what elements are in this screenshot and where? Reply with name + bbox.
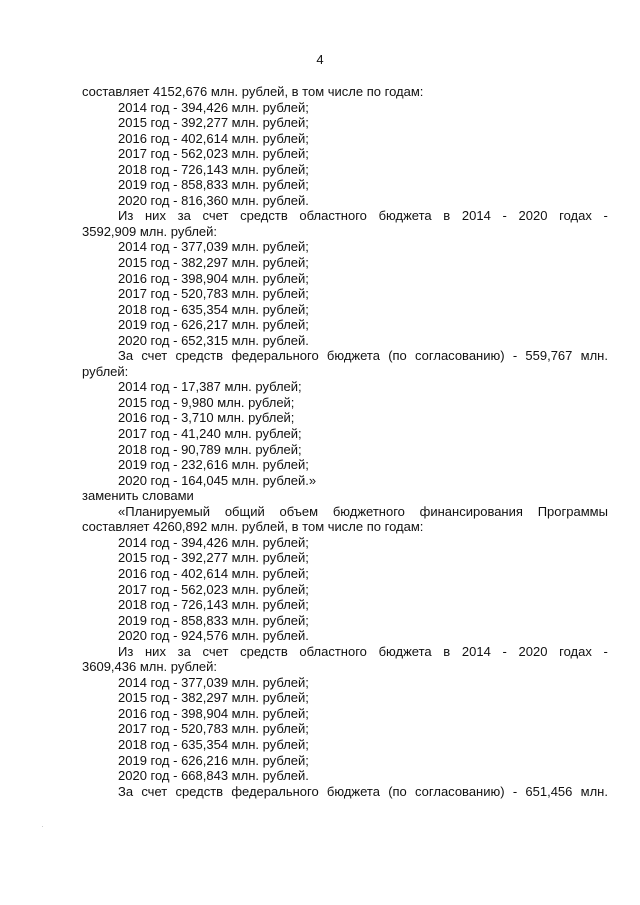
text-line <box>82 644 608 660</box>
word: бюджета <box>326 783 380 799</box>
word: 2020 <box>518 643 548 659</box>
word: бюджета <box>378 643 432 659</box>
text-line: заменить словами <box>82 488 194 504</box>
word: - <box>502 208 507 224</box>
word: в <box>443 208 451 224</box>
word: годах <box>559 208 592 224</box>
text-line: 2018 год - 726,143 млн. рублей; <box>118 597 309 613</box>
word: - <box>603 208 608 224</box>
word: 651,456 <box>525 783 573 799</box>
word: - <box>502 643 507 659</box>
word: областного <box>299 643 367 659</box>
text-line: 2020 год - 668,843 млн. рублей. <box>118 768 309 784</box>
text-line: 2015 год - 382,297 млн. рублей; <box>118 255 309 271</box>
word: Из <box>118 208 134 224</box>
text-line: 2014 год - 377,039 млн. рублей; <box>118 674 309 690</box>
word: млн. <box>580 348 608 364</box>
word: федерального <box>231 783 319 799</box>
text-line: 2019 год - 858,833 млн. рублей; <box>118 177 309 193</box>
word: за <box>177 208 191 224</box>
text-line: рублей: <box>82 363 129 379</box>
word: счет <box>202 643 229 659</box>
text-line: 2017 год - 520,783 млн. рублей; <box>118 286 309 302</box>
word: счет <box>141 348 168 364</box>
word: за <box>177 643 191 659</box>
word: бюджета <box>378 208 432 224</box>
word: 2014 <box>461 208 491 224</box>
word: областного <box>299 208 367 224</box>
text-line: 2017 год - 520,783 млн. рублей; <box>118 721 309 737</box>
word: - <box>603 643 608 659</box>
text-line: 2017 год - 562,023 млн. рублей; <box>118 581 309 597</box>
text-line: 2015 год - 392,277 млн. рублей; <box>118 115 309 131</box>
word: счет <box>141 783 168 799</box>
word: млн. <box>580 783 608 799</box>
text-line: 2014 год - 394,426 млн. рублей; <box>118 534 309 550</box>
word: средств <box>175 783 224 799</box>
word: средств <box>175 348 224 364</box>
word: общий <box>224 503 265 519</box>
scan-speck <box>42 826 43 827</box>
word: федерального <box>231 348 319 364</box>
word: Программы <box>537 503 608 519</box>
word: 2014 <box>461 643 491 659</box>
text-line: 2016 год - 398,904 млн. рублей; <box>118 270 309 286</box>
text-line: 3609,436 млн. рублей: <box>82 659 218 675</box>
word: финансирования <box>419 503 523 519</box>
word: - <box>512 348 518 364</box>
text-line: 2020 год - 164,045 млн. рублей.» <box>118 472 317 488</box>
text-line: 2020 год - 924,576 млн. рублей. <box>118 628 309 644</box>
text-line: 2014 год - 17,387 млн. рублей; <box>118 379 302 395</box>
text-line: 2019 год - 626,216 млн. рублей; <box>118 752 309 768</box>
text-line: 2019 год - 232,616 млн. рублей; <box>118 457 309 473</box>
word: (по <box>388 348 407 364</box>
text-line: 2016 год - 402,614 млн. рублей; <box>118 130 309 146</box>
word: Из <box>118 643 134 659</box>
word: 559,767 <box>525 348 573 364</box>
text-line: 2016 год - 402,614 млн. рублей; <box>118 565 309 581</box>
word: бюджета <box>326 348 380 364</box>
word: средств <box>240 643 288 659</box>
text-line: 2014 год - 394,426 млн. рублей; <box>118 99 309 115</box>
text-line <box>82 504 608 520</box>
word: За <box>118 348 134 364</box>
word: - <box>512 783 518 799</box>
word: в <box>443 643 451 659</box>
text-line: 2015 год - 392,277 млн. рублей; <box>118 550 309 566</box>
text-line: 2017 год - 41,240 млн. рублей; <box>118 426 302 442</box>
document-body <box>82 84 608 799</box>
text-line <box>82 208 608 224</box>
word: (по <box>388 783 407 799</box>
text-line: составляет 4260,892 млн. рублей, в том числе по годам: <box>82 519 424 535</box>
text-line: 3592,909 млн. рублей: <box>82 223 218 239</box>
word: средств <box>240 208 288 224</box>
word: годах <box>559 643 592 659</box>
text-line: составляет 4152,676 млн. рублей, в том числе по годам: <box>82 84 424 99</box>
word: За <box>118 783 134 799</box>
word: «Планируемый <box>118 503 211 519</box>
text-line: 2015 год - 9,980 млн. рублей; <box>118 394 295 410</box>
text-line: 2018 год - 90,789 млн. рублей; <box>118 441 302 457</box>
text-line: 2014 год - 377,039 млн. рублей; <box>118 239 309 255</box>
word: согласованию) <box>415 783 505 799</box>
text-line: 2018 год - 635,354 млн. рублей; <box>118 301 309 317</box>
text-line: 2018 год - 726,143 млн. рублей; <box>118 161 309 177</box>
word: объем <box>279 503 319 519</box>
text-line: 2020 год - 816,360 млн. рублей. <box>118 192 309 208</box>
text-line: 2020 год - 652,315 млн. рублей. <box>118 332 309 348</box>
text-line <box>82 784 608 800</box>
word: счет <box>202 208 229 224</box>
text-line: 2019 год - 858,833 млн. рублей; <box>118 612 309 628</box>
text-line: 2018 год - 635,354 млн. рублей; <box>118 736 309 752</box>
text-line: 2016 год - 3,710 млн. рублей; <box>118 410 295 426</box>
word: бюджетного <box>332 503 405 519</box>
text-line: 2015 год - 382,297 млн. рублей; <box>118 690 309 706</box>
text-line: 2019 год - 626,217 млн. рублей; <box>118 317 309 333</box>
text-line <box>82 348 608 364</box>
page-number: 4 <box>316 52 324 67</box>
word: 2020 <box>518 208 548 224</box>
text-line: 2016 год - 398,904 млн. рублей; <box>118 705 309 721</box>
word: них <box>145 208 166 224</box>
text-line: 2017 год - 562,023 млн. рублей; <box>118 146 309 162</box>
word: согласованию) <box>415 348 505 364</box>
word: них <box>145 643 166 659</box>
